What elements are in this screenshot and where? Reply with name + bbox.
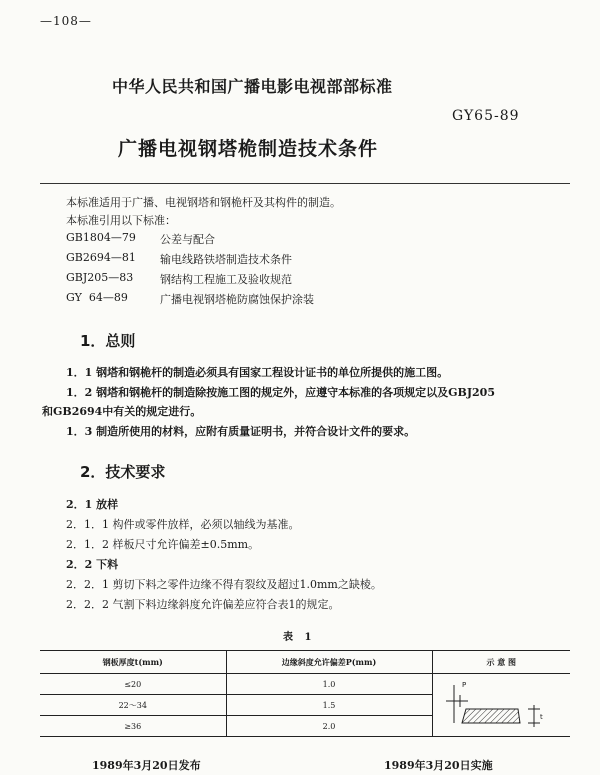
page-number: —108— <box>40 14 92 28</box>
section-1-heading: 1．总则 <box>80 332 136 350</box>
tolerance-cell: 1.0 <box>226 674 432 695</box>
table-header-row <box>40 651 570 674</box>
clause-1-1: 1．1 钢塔和钢桅杆的制造必须具有国家工程设计证书的单位所提供的施工图。 <box>66 366 449 379</box>
clause-2-1-1: 2．1．1 构件或零件放样，必须以轴线为基准。 <box>66 518 300 531</box>
clause-2-2-1: 2．2．1 剪切下料之零件边缘不得有裂纹及超过1.0mm之缺棱。 <box>66 578 382 591</box>
bevel-diagram <box>436 675 566 733</box>
thickness-cell: ≤20 <box>40 674 226 695</box>
p-label: P <box>462 681 467 689</box>
clause-2-2: 2．2 下料 <box>66 558 119 571</box>
clause-1-2: 1．2 钢塔和钢桅杆的制造除按施工图的规定外，应遵守本标准的各项规定以及GBJ205 <box>66 386 495 399</box>
column-header-tolerance: 边缘斜度允许偏差P(mm) <box>226 651 432 674</box>
standard-code: GY65-89 <box>452 108 520 124</box>
document-title: 广播电视钢塔桅制造技术条件 <box>118 138 379 160</box>
clause-1-3: 1．3 制造所使用的材料，应附有质量证明书，并符合设计文件的要求。 <box>66 425 416 438</box>
issuing-organization: 中华人民共和国广播电影电视部部标准 <box>112 77 393 96</box>
clause-2-2-2: 2．2．2 气割下料边缘斜度允许偏差应符合表1的规定。 <box>66 598 340 611</box>
column-header-thickness: 钢板厚度t(mm) <box>40 651 226 674</box>
clause-1-2-continued: 和GB2694中有关的规定进行。 <box>42 405 202 418</box>
reference-name: 广播电视钢塔桅防腐蚀保护涂装 <box>160 293 314 306</box>
clause-2-1-2: 2．1．2 样板尺寸允许偏差±0.5mm。 <box>66 538 260 551</box>
tolerance-cell: 1.5 <box>226 695 432 716</box>
issue-date: 1989年3月20日发布 <box>92 759 201 772</box>
clause-2-1: 2．1 放样 <box>66 498 119 511</box>
reference-name: 钢结构工程施工及验收规范 <box>160 273 292 286</box>
title-divider <box>40 183 570 184</box>
table-1-caption: 表 1 <box>283 632 316 643</box>
reference-code: GBJ205—83 <box>66 271 134 284</box>
column-header-diagram: 示 意 图 <box>432 651 570 674</box>
table-1 <box>40 650 570 737</box>
schematic-diagram-cell <box>432 674 570 737</box>
references-heading: 本标准引用以下标准： <box>66 214 176 227</box>
reference-name: 公差与配合 <box>160 233 215 246</box>
reference-code: GB1804—79 <box>66 231 136 244</box>
reference-code: GB2694—81 <box>66 251 136 264</box>
reference-code: GY 64—89 <box>66 291 128 304</box>
thickness-cell: 22～34 <box>40 695 226 716</box>
thickness-cell: ≥36 <box>40 716 226 737</box>
scope-text: 本标准适用于广播、电视钢塔和钢桅杆及其构件的制造。 <box>66 196 341 209</box>
t-label: t <box>540 713 543 721</box>
reference-name: 输电线路铁塔制造技术条件 <box>160 253 292 266</box>
plate-section <box>462 709 520 723</box>
table-row <box>40 674 570 695</box>
effective-date: 1989年3月20日实施 <box>384 759 493 772</box>
tolerance-cell: 2.0 <box>226 716 432 737</box>
section-2-heading: 2．技术要求 <box>80 463 166 481</box>
